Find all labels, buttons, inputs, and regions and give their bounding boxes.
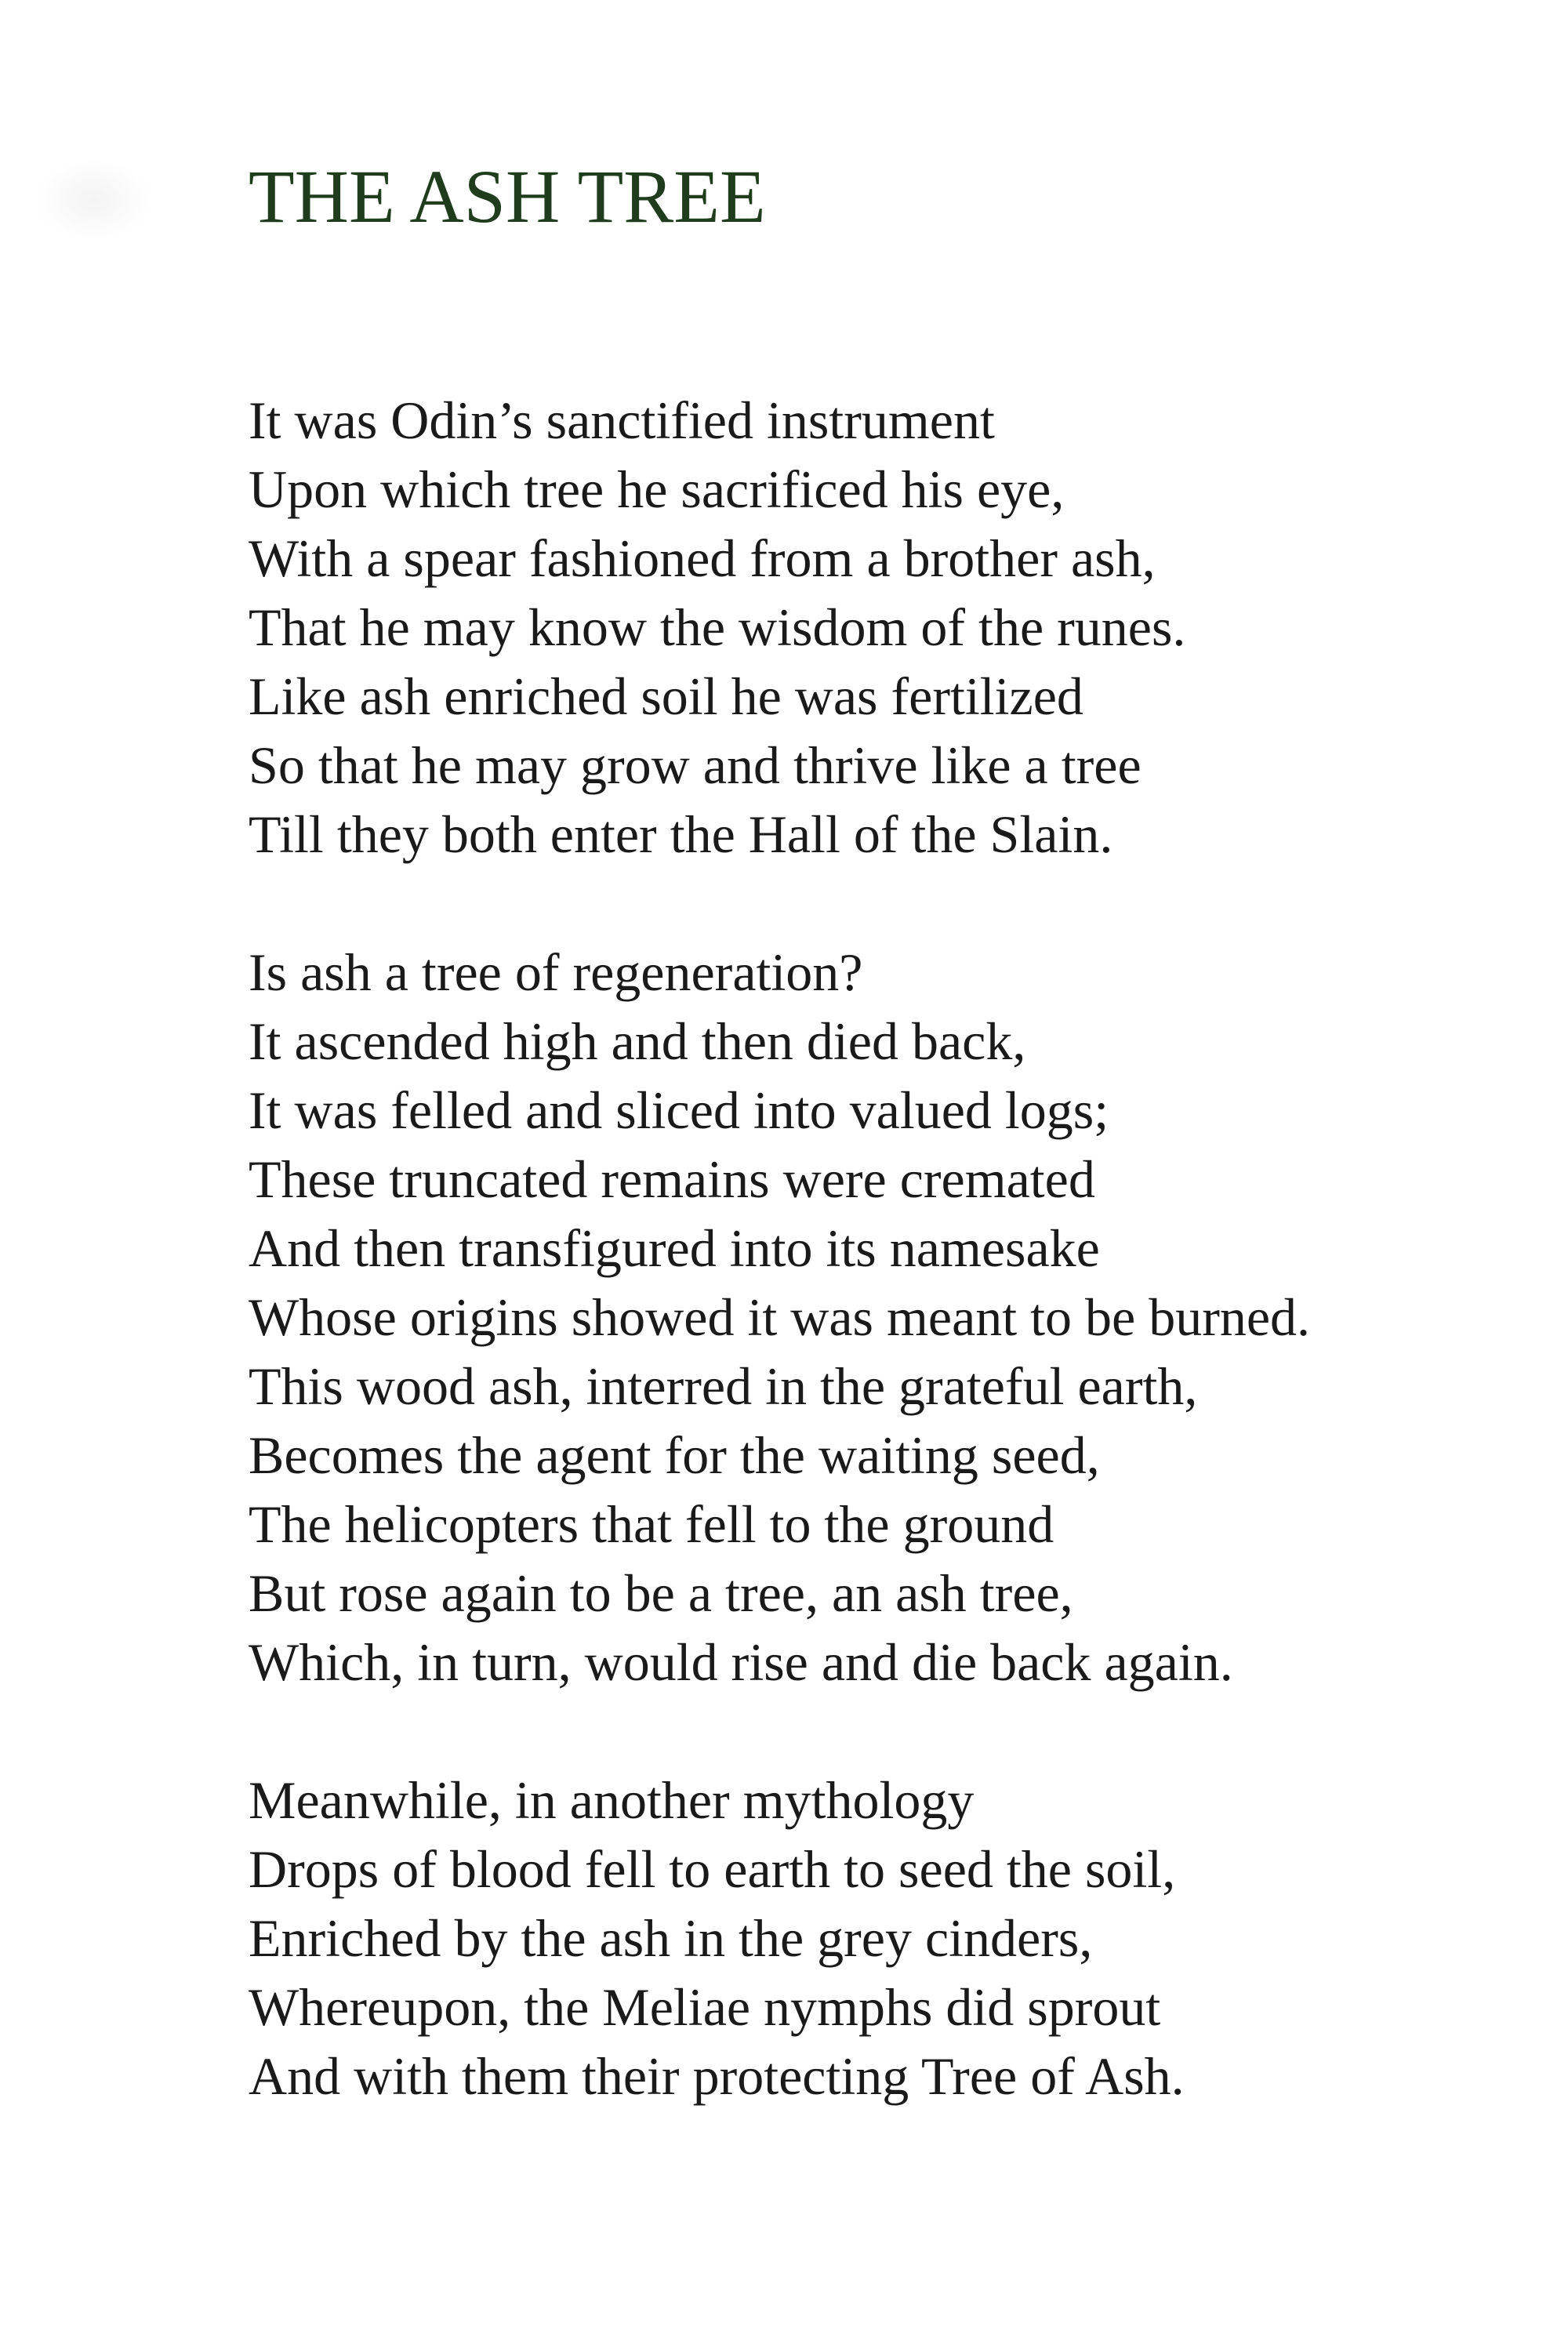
poem-line: Till they both enter the Hall of the Slain. bbox=[249, 804, 1113, 864]
poem-line: Whose origins showed it was meant to be burned. bbox=[249, 1287, 1311, 1347]
poem-line: The helicopters that fell to the ground bbox=[249, 1494, 1054, 1554]
poem-title: THE ASH TREE bbox=[249, 154, 766, 238]
poem-line: But rose again to be a tree, an ash tree, bbox=[249, 1563, 1073, 1623]
poem-line: With a spear fashioned from a brother ash, bbox=[249, 528, 1156, 588]
poem-line: This wood ash, interred in the grateful earth, bbox=[249, 1356, 1198, 1416]
stanza-2 bbox=[249, 938, 1534, 1697]
poem-line: Upon which tree he sacrificed his eye, bbox=[249, 459, 1065, 519]
poem-line: Which, in turn, would rise and die back again. bbox=[249, 1632, 1233, 1692]
poem-line: It was felled and sliced into valued logs; bbox=[249, 1080, 1109, 1140]
poem-line: Is ash a tree of regeneration? bbox=[249, 942, 863, 1002]
poem-line: And with them their protecting Tree of Ash. bbox=[249, 2046, 1185, 2106]
poem-line: So that he may grow and thrive like a tree bbox=[249, 735, 1142, 795]
poem-body bbox=[249, 386, 1534, 2111]
stanza-1 bbox=[249, 386, 1534, 869]
poem-line: Becomes the agent for the waiting seed, bbox=[249, 1425, 1100, 1485]
poem-line: And then transfigured into its namesake bbox=[249, 1218, 1100, 1278]
poem-line: Drops of blood fell to earth to seed the soil, bbox=[249, 1839, 1176, 1899]
poem-line: It ascended high and then died back, bbox=[249, 1011, 1026, 1071]
poem-line: Like ash enriched soil he was fertilized bbox=[249, 666, 1083, 726]
poem-line: Enriched by the ash in the grey cinders, bbox=[249, 1908, 1093, 1968]
poem-line: These truncated remains were cremated bbox=[249, 1149, 1095, 1209]
page-smudge bbox=[34, 157, 152, 243]
poem-line: That he may know the wisdom of the runes. bbox=[249, 597, 1186, 657]
stanza-3 bbox=[249, 1766, 1534, 2111]
poem-line: Whereupon, the Meliae nymphs did sprout bbox=[249, 1977, 1161, 2037]
poem-line: It was Odin’s sanctified instrument bbox=[249, 390, 995, 450]
poem-line: Meanwhile, in another mythology bbox=[249, 1770, 975, 1830]
